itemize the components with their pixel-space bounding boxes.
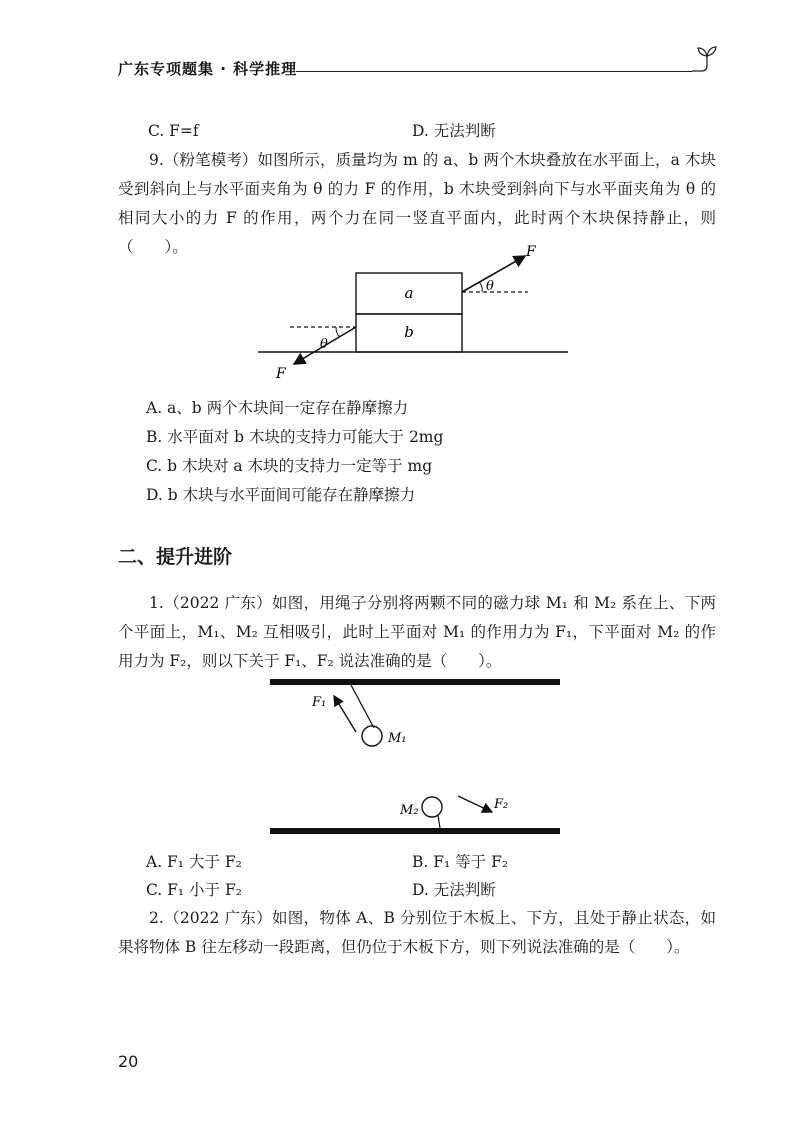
sprout-icon	[688, 40, 728, 80]
force-label-top: F	[526, 244, 536, 260]
q9-option-b: B. 水平面对 b 木块的支持力可能大于 2mg	[146, 428, 444, 446]
page-number: 20	[118, 1052, 139, 1071]
force-label-bottom: F	[276, 366, 286, 382]
running-header-title: 广东专项题集 · 科学推理	[118, 60, 298, 78]
angle-arc-bottom	[336, 327, 340, 337]
label-m2: M₂	[400, 803, 419, 818]
ball-m1	[362, 726, 382, 746]
q9-figure-blocks	[250, 240, 580, 385]
q8-option-d: D. 无法判断	[412, 122, 496, 140]
q9-option-a: A. a、b 两个木块间一定存在静摩擦力	[146, 399, 409, 417]
force-arrow-f1	[334, 696, 356, 732]
q1-option-a: A. F₁ 大于 F₂	[146, 853, 242, 871]
force-arrow-f2	[458, 796, 492, 812]
lower-plate	[270, 828, 560, 834]
label-m1: M₁	[388, 731, 407, 746]
ball-m2	[422, 797, 442, 817]
q1-option-c: C. F₁ 小于 F₂	[146, 881, 242, 899]
q2-stem: 2.（2022 广东）如图，物体 A、B 分别位于木板上、下方，且处于静止状态，如果将物体 B 往左移动一段距离，但仍位于木板下方，则下列说法准确的是（ ）。	[118, 909, 716, 956]
rope-m2	[438, 815, 440, 828]
section-heading: 二、提升进阶	[118, 546, 233, 568]
label-f2: F₂	[494, 797, 509, 812]
rope-m1	[351, 685, 374, 728]
upper-plate	[270, 679, 560, 685]
q9-stem: 9.（粉笔模考）如图所示，质量均为 m 的 a、b 两个木块叠放在水平面上，a 木块受到斜向上与水平面夹角为 θ 的力 F 的作用，b 木块受到斜向下与水平面夹角为 θ 的相同大小的力 F 的作用，两个力在同一竖直平面内，此时两个木块保持静止，则（ ）。	[118, 151, 716, 256]
label-f1: F₁	[312, 695, 327, 710]
q8-option-c: C. F=f	[148, 122, 199, 140]
q9-option-d: D. b 木块与水平面间可能存在静摩擦力	[146, 486, 416, 504]
angle-arc-top	[479, 282, 482, 292]
block-b-label: b	[404, 323, 414, 341]
q1-stem: 1.（2022 广东）如图，用绳子分别将两颗不同的磁力球 M₁ 和 M₂ 系在上、下两个平面上，M₁、M₂ 互相吸引，此时上平面对 M₁ 的作用力为 F₁，下平面对 M₂ 的作用力为 F₂，则以下关于 F₁、F₂ 说法准确的是（ ）。	[118, 594, 716, 670]
q1-option-d: D. 无法判断	[412, 881, 496, 899]
block-a-label: a	[404, 284, 414, 302]
q1-option-b: B. F₁ 等于 F₂	[412, 853, 509, 871]
theta-label-top: θ	[486, 279, 494, 294]
theta-label-bottom: θ	[320, 337, 328, 352]
q9-option-c: C. b 木块对 a 木块的支持力一定等于 mg	[146, 457, 433, 475]
header-rule	[296, 71, 692, 72]
q1-figure-magnets	[262, 672, 572, 842]
